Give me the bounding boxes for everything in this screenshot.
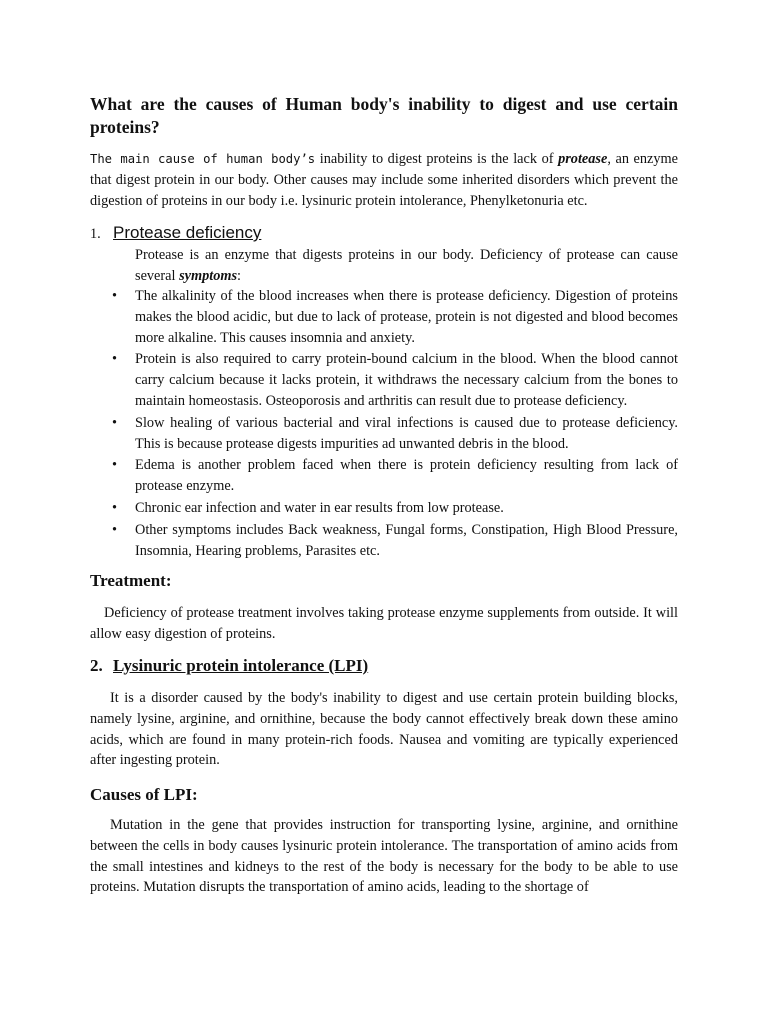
- intro-text-1: inability to digest proteins is the lack of: [315, 151, 559, 167]
- section1-desc-colon: :: [237, 267, 242, 284]
- bullet-icon: •: [112, 414, 118, 431]
- list-item-text: Slow healing of various bacterial and viral infections is caused due to protease deficiency. This is because protease digests impurities ad unwanted debris in the blood.: [135, 414, 678, 452]
- causes-heading: Causes of LPI:: [90, 785, 198, 804]
- bullet-icon: •: [112, 457, 118, 474]
- intro-emphasis: protease: [558, 151, 608, 167]
- section2-heading: [90, 655, 368, 677]
- bullet-icon: •: [112, 288, 118, 304]
- section1-number: 1.: [90, 226, 101, 242]
- section1-title: Protease deficiency: [113, 223, 262, 242]
- list-item: [90, 349, 678, 411]
- section1-description: [135, 245, 678, 287]
- section1-desc-text: Protease is an enzyme that digests proteins in our body. Deficiency of protease can cause several: [135, 247, 678, 284]
- list-item: [90, 455, 678, 497]
- list-item: [90, 413, 678, 455]
- page-title: What are the causes of Human body's inability to digest and use certain proteins?: [90, 94, 678, 137]
- symptoms-list: [90, 286, 678, 562]
- section2-title: Lysinuric protein intolerance (LPI): [113, 656, 369, 675]
- list-item-text: Protein is also required to carry protein-bound calcium in the blood. When the blood cannot carry calcium because it lacks protein, it withdraws the necessary calcium from the bones to maintain homeostasis. Osteoporosis and arthritis can result due to protease deficiency.: [135, 351, 678, 409]
- treatment-paragraph: Deficiency of protease treatment involves taking protease enzyme supplements from outside. It will allow easy digestion of proteins.: [90, 605, 678, 642]
- list-item-text: Other symptoms includes Back weakness, Fungal forms, Constipation, High Blood Pressure, Insomnia, Hearing problems, Parasites etc.: [135, 521, 678, 559]
- bullet-icon: •: [112, 351, 118, 368]
- causes-paragraph: Mutation in the gene that provides instruction for transporting lysine, arginine, and ornithine between the cells in body causes lysinuric protein intolerance. The transportation of amino acids from the small intestines and kidneys to the rest of the body is necessary for the body to be able to use proteins. Mutation disrupts the transportation of amino acids, leading to the shortage of: [90, 817, 678, 896]
- bullet-icon: •: [112, 499, 118, 516]
- list-item: [90, 286, 678, 348]
- list-item-text: Chronic ear infection and water in ear results from low protease.: [135, 499, 504, 516]
- section2-paragraph: It is a disorder caused by the body's inability to digest and use certain protein building blocks, namely lysine, arginine, and ornithine, because the body cannot effectively break down these amino acids, which are found in many protein-rich foods. Nausea and vomiting are typically experienced after ingesting protein.: [90, 690, 678, 769]
- section1-heading: [90, 222, 261, 245]
- section1-desc-emphasis: symptoms: [179, 267, 238, 284]
- intro-lead: The main cause of human body’s: [90, 152, 316, 166]
- list-item-text: Edema is another problem faced when there is protein deficiency resulting from lack of protease enzyme.: [135, 457, 678, 495]
- section2-number: 2.: [90, 656, 103, 675]
- list-item-text: The alkalinity of the blood increases when there is protease deficiency. Digestion of proteins makes the blood acidic, but due to lack of protease, protein is not digested and blood becomes more alkaline. This causes insomnia and anxiety.: [135, 288, 678, 346]
- list-item: [90, 498, 678, 519]
- intro-text-2: , an enzyme that digest protein in our body. Other causes may include some inherited disorders which prevent the digestion of proteins in our body i.e. lysinuric protein intolerance, Phenylketonuria etc.: [90, 151, 679, 209]
- treatment-heading: Treatment:: [90, 571, 172, 590]
- list-item: [90, 520, 678, 562]
- bullet-icon: •: [112, 521, 118, 538]
- intro-paragraph: [90, 149, 678, 211]
